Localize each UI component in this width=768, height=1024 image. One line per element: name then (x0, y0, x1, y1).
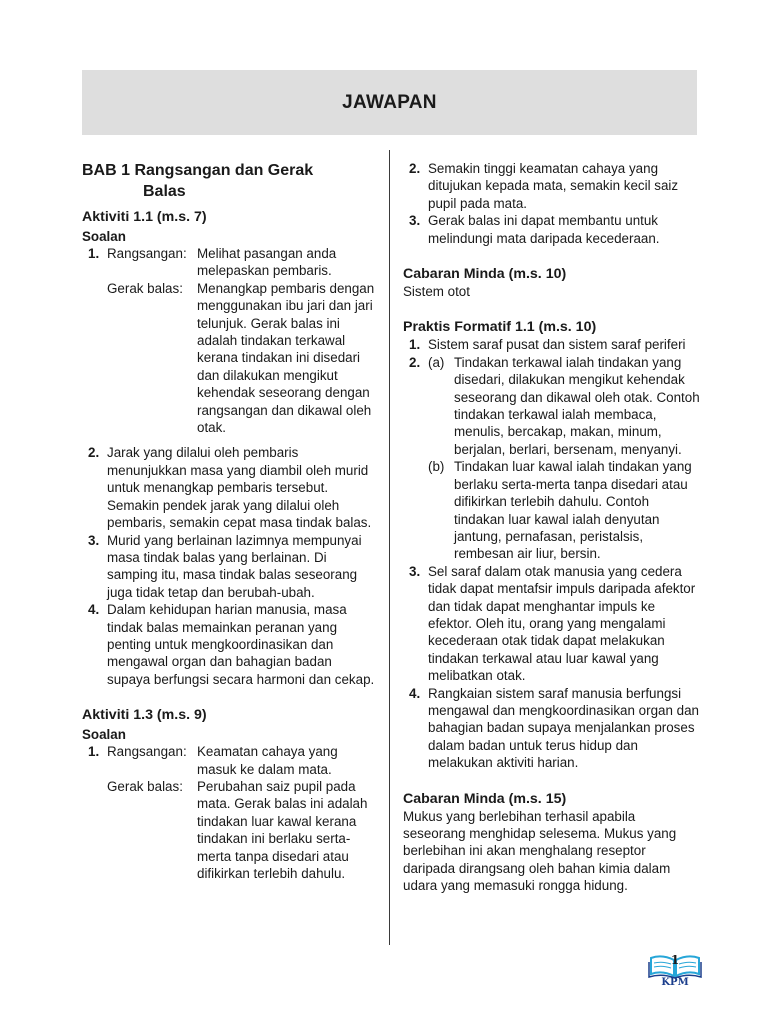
answer-item (403, 354, 700, 563)
item-text: Jarak yang dilalui oleh pembaris menunjukkan masa yang diambil oleh murid untuk menangkap pembaris tersebut. Semakin pendek jarak yang dilalui oleh pembaris, semakin cepat masa tindak balas. (107, 445, 372, 531)
item-text: Murid yang berlainan lazimnya mempunyai masa tindak balas yang berlainan. Di samping itu, masa tindak balas seseorang juga tidak tetap dan berubah-ubah. (107, 532, 362, 600)
item-number: 2. (409, 354, 421, 370)
item-text: Semakin tinggi keamatan cahaya yang ditujukan kepada mata, semakin kecil saiz pupil pada mata. (428, 161, 679, 211)
kpm-logo (647, 950, 703, 994)
stimulus-label: Rangsangan: (107, 744, 187, 760)
chapter-heading (82, 160, 377, 202)
cabaran-minda-1-text: Sistem otot (403, 284, 470, 300)
sub-item-text: Tindakan luar kawal ialah tindakan yang berlaku serta-merta tanpa disedari atau difikirkan terlebih dahulu. Contoh tindakan luar kawal ialah denyutan jantung, pernafasan, peristalsis, rembesan air liur, bersin. (454, 459, 692, 562)
soalan-label: Soalan (82, 229, 126, 244)
item-text: Dalam kehidupan harian manusia, masa tindak balas memainkan peranan yang penting untuk mengkoordinasikan dan mengawal organ dan bahagian badan supaya berfungsi secara harmoni dan cekap. (107, 602, 375, 687)
stimulus-text: Melihat pasangan anda melepaskan pembaris. (197, 246, 337, 279)
page-title: JAWAPAN (342, 92, 437, 113)
left-column (82, 160, 377, 882)
praktis-formatif-heading: Praktis Formatif 1.1 (m.s. 10) (403, 319, 597, 336)
answer-item (82, 743, 377, 882)
item-number: 1. (88, 246, 100, 261)
item-number: 3. (409, 213, 421, 229)
response-text: Menangkap pembaris dengan menggunakan ibu jari dan jari telunjuk. Gerak balas ini adalah tindakan terkawal kerana tindakan ini disedari dan dilakukan mengikut kehendak seseorang dengan rangsangan dan dikawal oleh otak. (197, 280, 375, 436)
sub-item-text: Tindakan terkawal ialah tindakan yang disedari, dilakukan mengikut kehendak seseorang dan dikawal oleh otak. Contoh tindakan terkawal ialah membaca, menulis, bercakap, makan, minum, berjalan, berlari, bersenam, menyanyi. (454, 354, 700, 457)
answer-item (82, 601, 377, 688)
stimulus-row (107, 743, 377, 778)
stimulus-text: Keamatan cahaya yang masuk ke dalam mata. (197, 744, 338, 777)
answer-item (403, 160, 700, 212)
item-text: Gerak balas ini dapat membantu untuk melindungi mata daripada kecederaan. (428, 213, 660, 246)
response-row (107, 778, 377, 882)
item-number: 1. (88, 744, 100, 760)
cabaran-minda-2-heading: Cabaran Minda (m.s. 15) (403, 790, 567, 807)
response-text: Perubahan saiz pupil pada mata. Gerak balas ini adalah tindakan luar kawal kerana tindakan ini berlaku serta-merta tanpa disedari atau difikirkan terlebih dahulu. (197, 778, 368, 881)
header-banner (82, 70, 697, 135)
sub-item-label: (b) (428, 459, 445, 475)
right-column (403, 160, 700, 895)
soalan-label: Soalan (82, 727, 126, 743)
stimulus-label: Rangsangan: (107, 246, 187, 261)
item-number: 3. (88, 532, 100, 548)
cabaran-minda-2-text: Mukus yang berlebihan terhasil apabila seseorang menghidap selesema. Mukus yang berlebihan ini akan menghalang reseptor daripada dirangsang oleh bahan kimia dalam udara yang memasuki rongga hidung. (403, 808, 677, 894)
sub-item-b (428, 458, 700, 562)
item-number: 1. (409, 337, 421, 353)
item-text: Sel saraf dalam otak manusia yang cedera tidak dapat mentafsir impuls daripada afektor dan tidak dapat menghantar impuls ke efektor. Oleh itu, orang yang mengalami kecederaan otak tidak dapat melakukan tindakan terkawal atau luar kawal yang melibatkan otak. (428, 563, 696, 684)
item-text: Rangkaian sistem saraf manusia berfungsi mengawal dan mengkoordinasikan organ dan bahagian badan supaya menjalankan proses dalam badan untuk terus hidup dan melakukan aktiviti harian. (428, 685, 699, 771)
answer-item (82, 532, 377, 602)
chapter-heading-line2: Balas (143, 183, 186, 200)
answer-item (403, 685, 700, 772)
response-row (107, 280, 377, 437)
item-number: 2. (409, 161, 421, 176)
page-number: 1 (670, 953, 680, 967)
response-label: Gerak balas: (107, 280, 183, 296)
item-number: 2. (88, 445, 100, 461)
item-text: Sistem saraf pusat dan sistem saraf periferi (428, 337, 686, 353)
item-number: 4. (409, 685, 421, 701)
sub-item-label: (a) (428, 354, 445, 370)
answer-item (403, 212, 700, 247)
cabaran-minda-1-heading: Cabaran Minda (m.s. 10) (403, 266, 567, 283)
column-divider (389, 150, 390, 945)
stimulus-row (107, 245, 377, 280)
activity-1-3-heading: Aktiviti 1.3 (m.s. 9) (82, 707, 207, 724)
logo-text: KPM (661, 977, 689, 988)
answer-item (82, 245, 377, 436)
item-number: 3. (409, 563, 421, 579)
response-label: Gerak balas: (107, 778, 183, 794)
chapter-heading-line1: BAB 1 Rangsangan dan Gerak (82, 162, 314, 179)
item-number: 4. (88, 602, 100, 618)
answer-item (403, 336, 700, 353)
sub-item-a (428, 354, 700, 458)
answer-item (403, 563, 700, 685)
activity-1-1-heading: Aktiviti 1.1 (m.s. 7) (82, 209, 207, 225)
answer-item (82, 444, 377, 531)
